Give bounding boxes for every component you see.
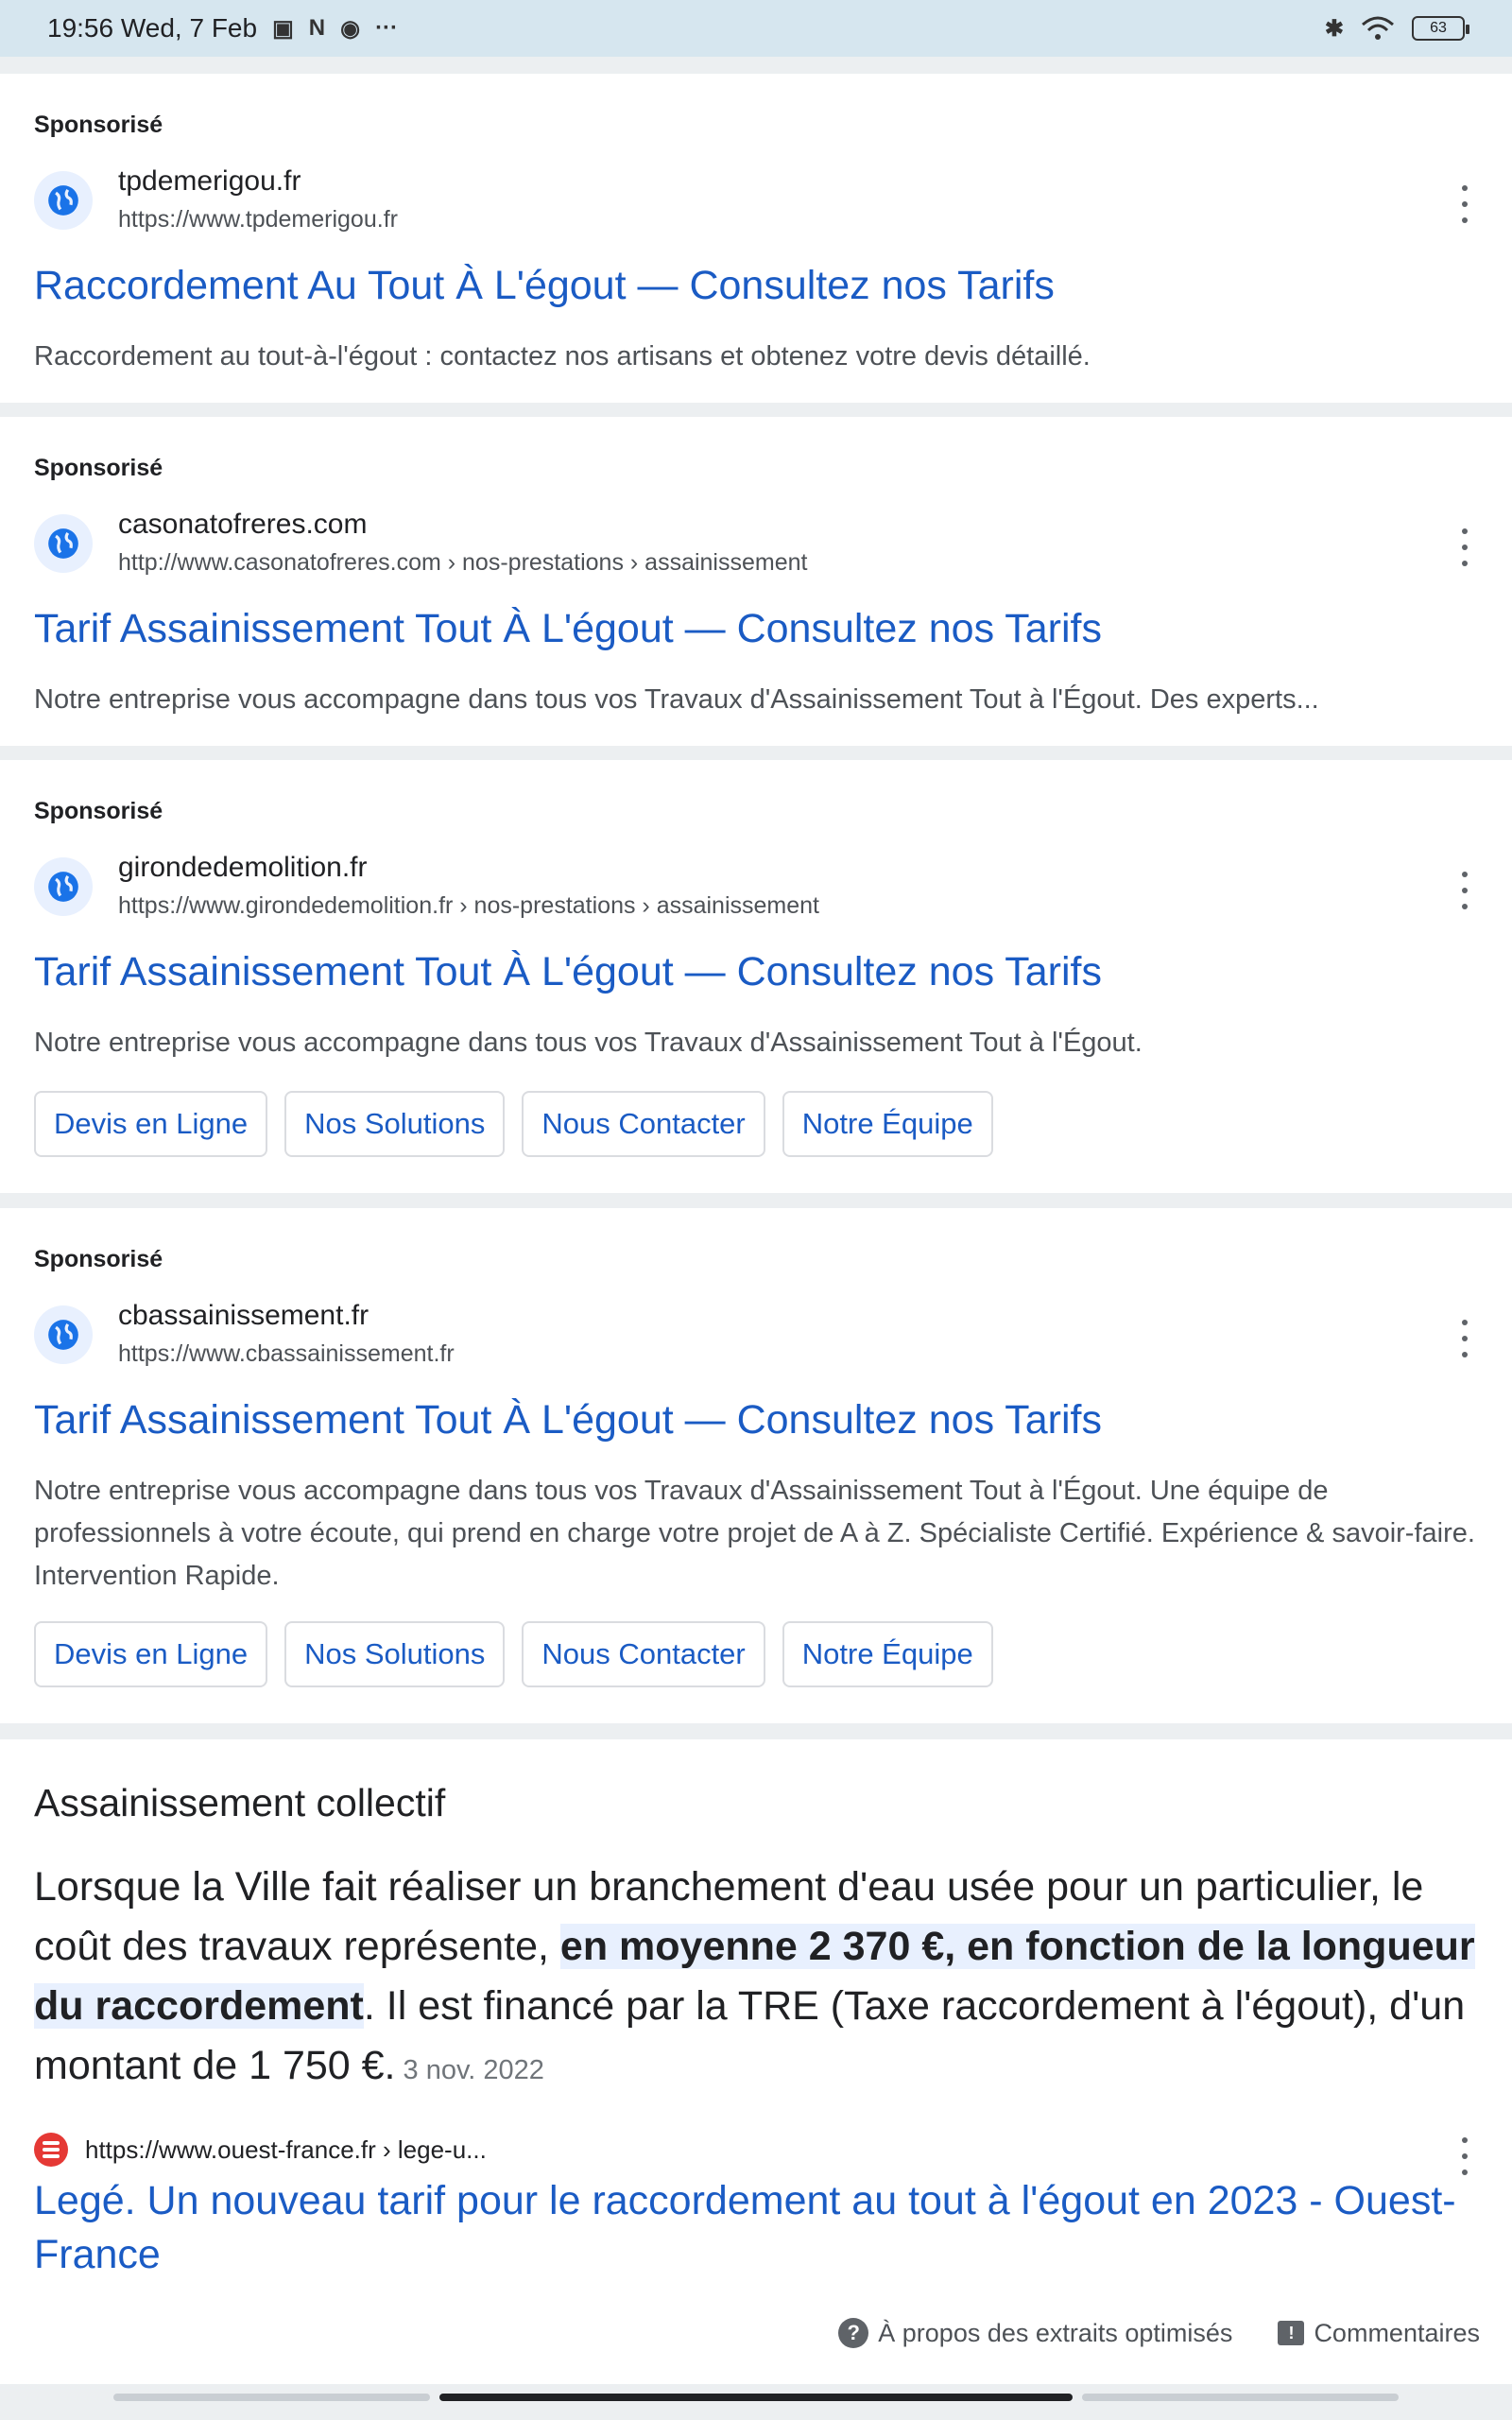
snippet-text xyxy=(34,1858,1480,2100)
snippet-text-start: Lorsque la Ville fait réaliser un branchement d'eau usée pour un particulier, le coût des travaux représente, xyxy=(34,1864,1424,1969)
ad-card xyxy=(0,1208,1512,1723)
ad-card xyxy=(0,74,1512,403)
sponsored-label: Sponsorisé xyxy=(34,112,163,138)
more-notifications-icon: ··· xyxy=(375,15,399,41)
ad-description: Notre entreprise vous accompagne dans tous vos Travaux d'Assainissement Tout à l'Égout. Une équipe de professionnels à votre écoute, qui prend en charge votre projet de A à Z. Spécialiste Certifié. Expérience & savoir-faire. Intervention Rapide. xyxy=(34,1476,1475,1591)
n-icon: N xyxy=(308,15,326,41)
globe-icon[interactable] xyxy=(34,171,93,230)
help-icon: ? xyxy=(838,2318,868,2348)
ad-description: Notre entreprise vous accompagne dans tous vos Travaux d'Assainissement Tout à l'Égout. xyxy=(34,1028,1143,1058)
sitelink-contact[interactable]: Nous Contacter xyxy=(522,1621,765,1687)
more-options-icon[interactable] xyxy=(1453,1320,1476,1357)
site-url[interactable]: https://www.cbassainissement.fr xyxy=(118,1340,455,1367)
ad-description: Notre entreprise vous accompagne dans tous vos Travaux d'Assainissement Tout à l'Égout. Des experts... xyxy=(34,684,1319,715)
site-url[interactable]: http://www.casonatofreres.com › nos-prestations › assainissement xyxy=(118,549,808,576)
gallery-icon: ▣ xyxy=(272,15,294,42)
site-name[interactable]: cbassainissement.fr xyxy=(118,1300,369,1331)
feedback-label: Commentaires xyxy=(1314,2318,1480,2347)
about-snippets-label: À propos des extraits optimisés xyxy=(878,2318,1233,2347)
snippet-highlight: en moyenne 2 370 €, en fonction de la longueur du raccordement xyxy=(34,1924,1475,2029)
snippet-text-end: . Il est financé par la TRE (Taxe raccordement à l'égout), d'un montant de 1 750 €. xyxy=(34,1983,1466,2088)
sponsored-label: Sponsorisé xyxy=(34,798,163,824)
more-options-icon[interactable] xyxy=(1453,185,1476,223)
snippet-heading: Assainissement collectif xyxy=(34,1781,446,1824)
sitelink-equipe[interactable]: Notre Équipe xyxy=(782,1091,993,1157)
sitelinks-row xyxy=(34,1091,993,1157)
status-bar xyxy=(0,0,1512,57)
site-name[interactable]: girondedemolition.fr xyxy=(118,852,368,883)
sitelink-solutions[interactable]: Nos Solutions xyxy=(284,1091,505,1157)
source-url[interactable]: https://www.ouest-france.fr › lege-u... xyxy=(85,2135,487,2164)
ad-card xyxy=(0,417,1512,746)
globe-icon[interactable] xyxy=(34,1305,93,1364)
sitelink-devis[interactable]: Devis en Ligne xyxy=(34,1091,267,1157)
ad-card xyxy=(0,760,1512,1193)
status-time: 19:56 Wed, 7 Feb xyxy=(47,13,258,43)
ad-title-link[interactable]: Tarif Assainissement Tout À L'égout — Consultez nos Tarifs xyxy=(34,1397,1102,1443)
sponsored-label: Sponsorisé xyxy=(34,455,163,481)
globe-icon[interactable] xyxy=(34,857,93,916)
globe-icon[interactable] xyxy=(34,514,93,573)
wifi-icon xyxy=(1361,15,1395,42)
sitelink-solutions[interactable]: Nos Solutions xyxy=(284,1621,505,1687)
more-options-icon[interactable] xyxy=(1453,528,1476,566)
site-url[interactable]: https://www.tpdemerigou.fr xyxy=(118,206,398,233)
tab-indicator-left xyxy=(113,2394,430,2401)
ad-title-link[interactable]: Tarif Assainissement Tout À L'égout — Consultez nos Tarifs xyxy=(34,949,1102,994)
result-title-link[interactable]: Legé. Un nouveau tarif pour le raccordement au tout à l'égout en 2023 - Ouest-France xyxy=(34,2178,1456,2277)
site-name[interactable]: casonatofreres.com xyxy=(118,509,368,540)
chrome-icon: ◉ xyxy=(340,15,361,42)
ad-description: Raccordement au tout-à-l'égout : contactez nos artisans et obtenez votre devis détaillé. xyxy=(34,341,1091,372)
feedback-icon: ! xyxy=(1278,2321,1304,2345)
sitelinks-row xyxy=(34,1621,993,1687)
sitelink-devis[interactable]: Devis en Ligne xyxy=(34,1621,267,1687)
sponsored-label: Sponsorisé xyxy=(34,1246,163,1272)
sitelink-equipe[interactable]: Notre Équipe xyxy=(782,1621,993,1687)
featured-snippet-card xyxy=(0,1739,1512,2384)
home-indicator[interactable] xyxy=(439,2394,1073,2401)
feedback-link[interactable] xyxy=(1278,2319,1480,2348)
battery-icon xyxy=(1412,16,1465,41)
tab-indicator-right xyxy=(1082,2394,1399,2401)
about-snippets-link[interactable] xyxy=(838,2318,1232,2348)
more-options-icon[interactable] xyxy=(1453,872,1476,909)
battery-level: 63 xyxy=(1430,20,1447,36)
sitelink-contact[interactable]: Nous Contacter xyxy=(522,1091,765,1157)
bluetooth-icon: ✱ xyxy=(1324,15,1344,42)
site-name[interactable]: tpdemerigou.fr xyxy=(118,165,301,197)
ad-title-link[interactable]: Raccordement Au Tout À L'égout — Consultez nos Tarifs xyxy=(34,263,1055,308)
snippet-date: 3 nov. 2022 xyxy=(403,2055,544,2085)
more-options-icon[interactable] xyxy=(1453,2137,1476,2175)
ad-title-link[interactable]: Tarif Assainissement Tout À L'égout — Consultez nos Tarifs xyxy=(34,606,1102,651)
navigation-bar xyxy=(0,2384,1512,2420)
site-url[interactable]: https://www.girondedemolition.fr › nos-prestations › assainissement xyxy=(118,892,819,919)
ouest-france-icon[interactable] xyxy=(34,2133,68,2167)
snippet-footer xyxy=(838,2318,1480,2348)
